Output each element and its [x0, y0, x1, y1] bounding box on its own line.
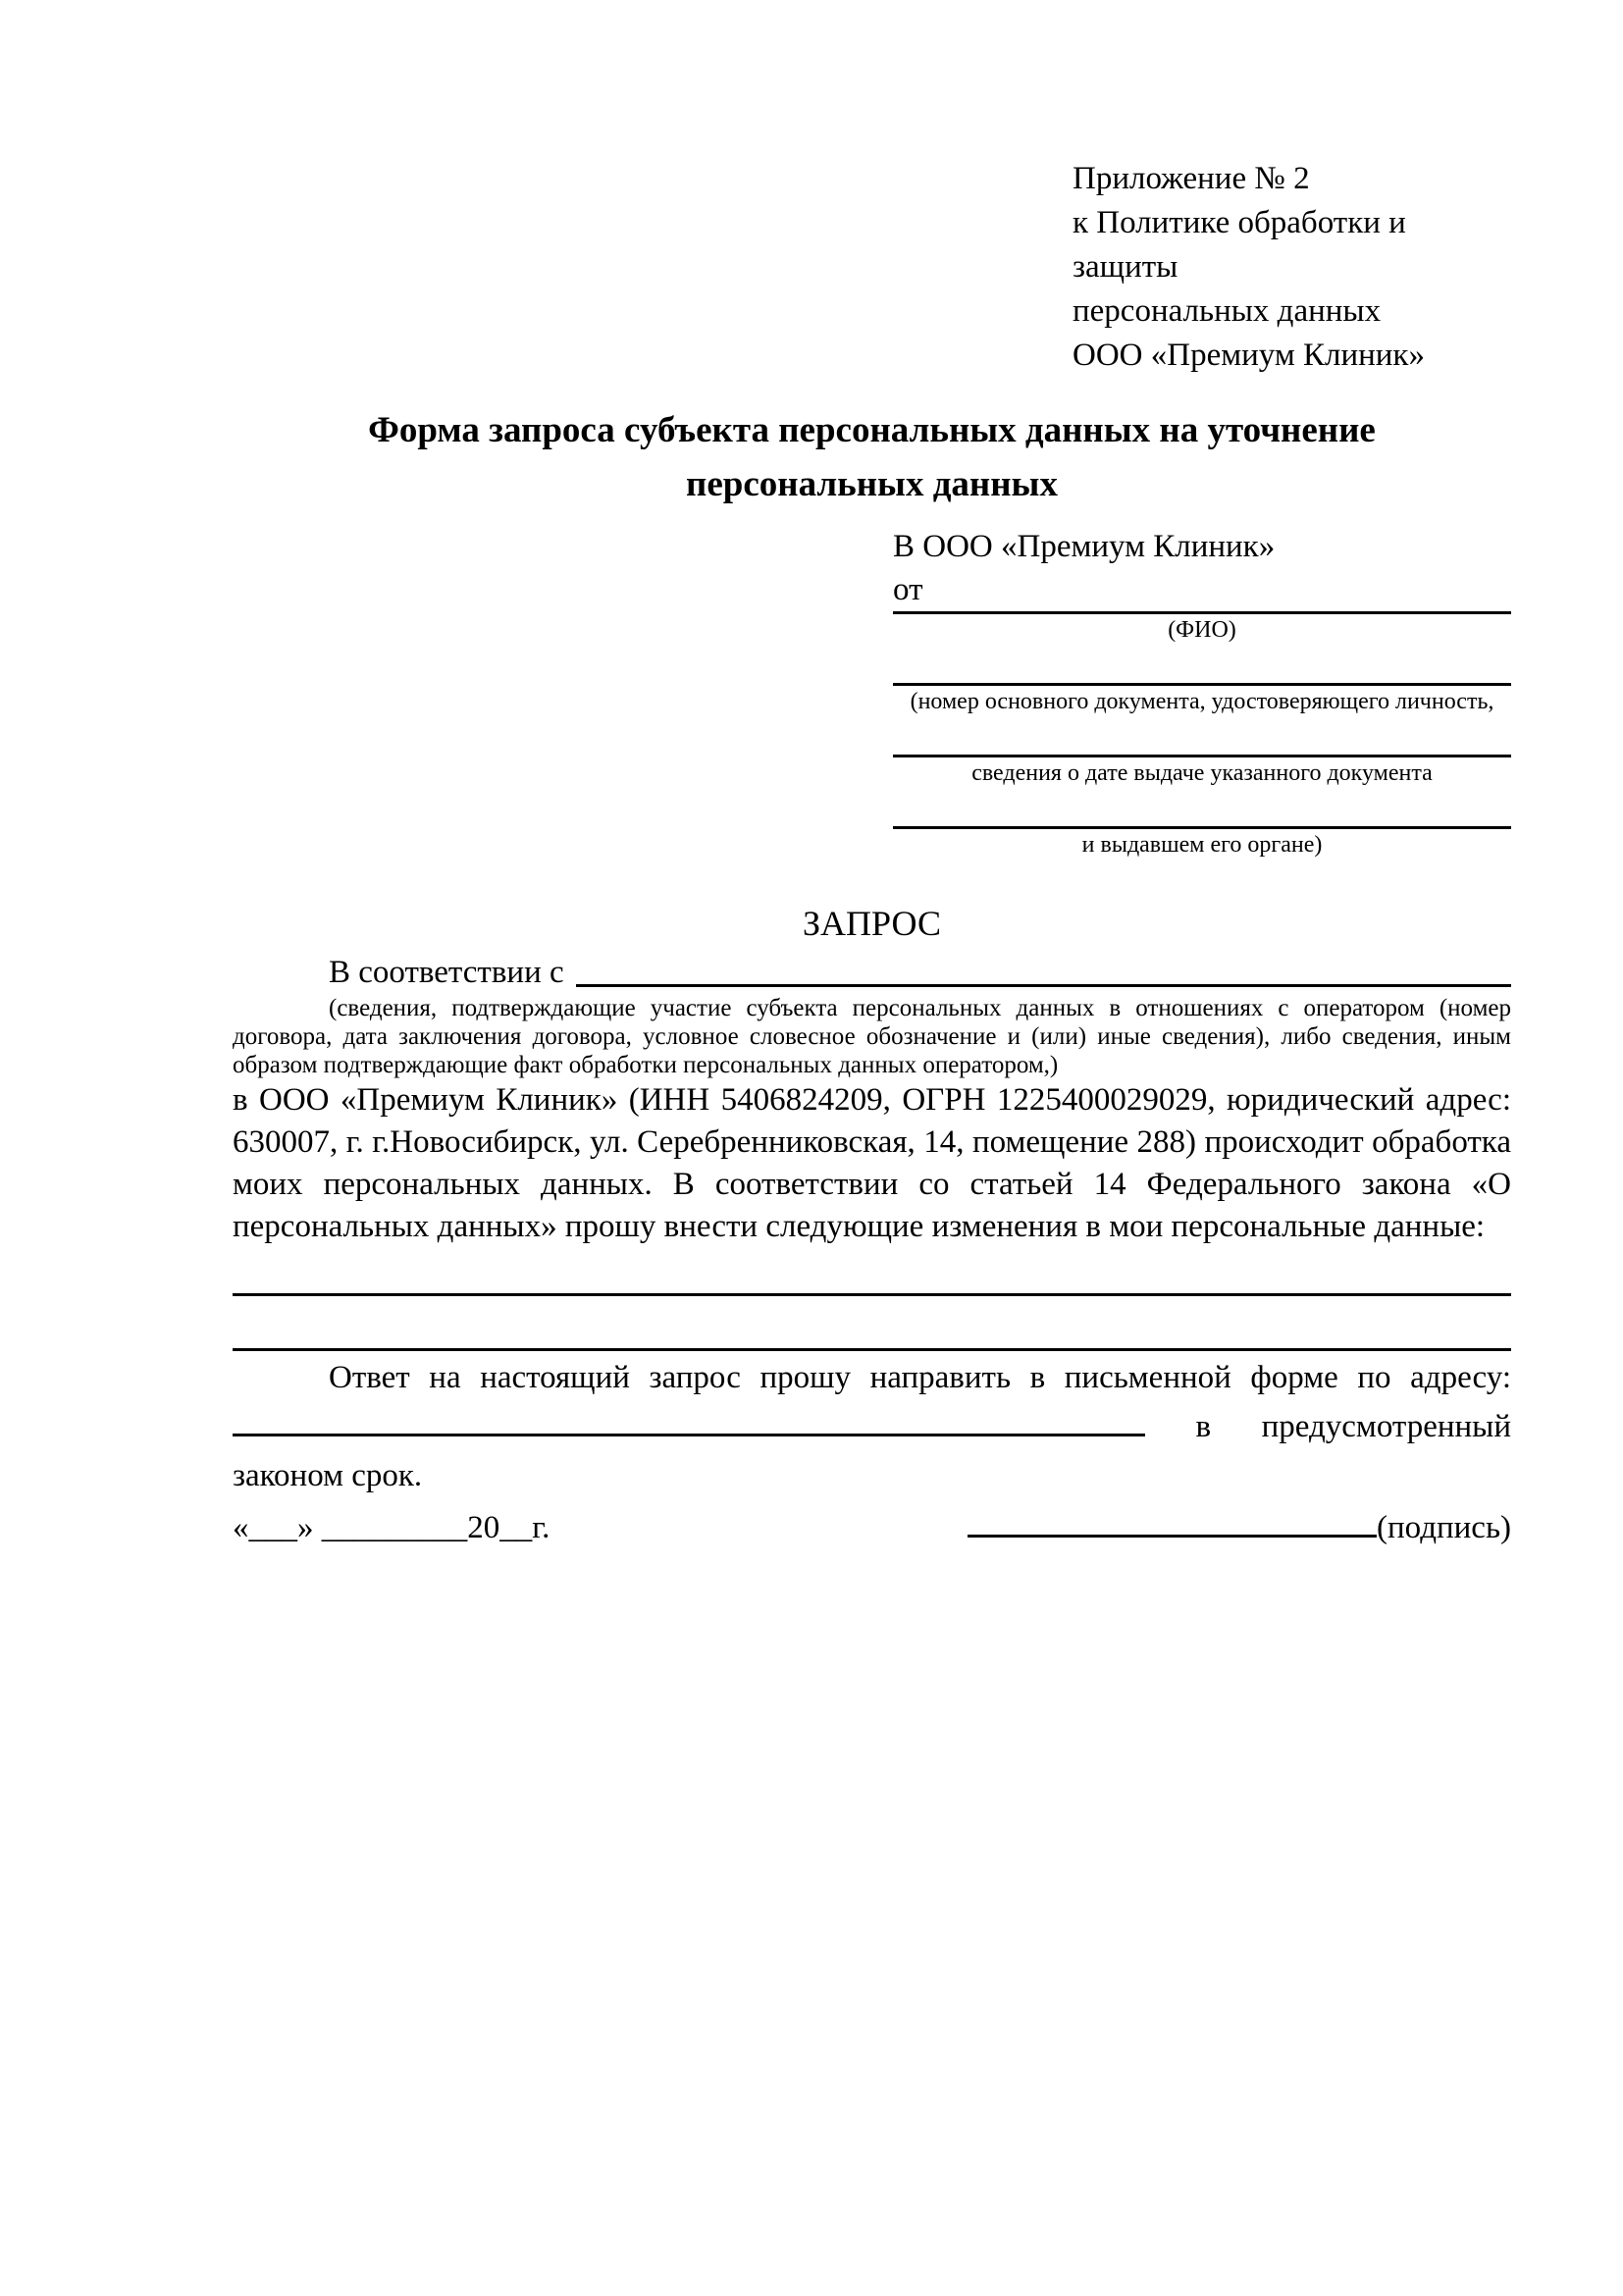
issuing-authority-field-line — [893, 826, 1511, 829]
basis-row — [233, 951, 1511, 994]
date-signature-row — [233, 1506, 1511, 1549]
page-title-line-2: персональных данных — [686, 464, 1058, 504]
signature-caption: (подпись) — [1377, 1510, 1511, 1545]
appendix-line: персональных данных — [1073, 293, 1382, 329]
signature-field-line — [968, 1527, 1377, 1538]
addressee-block — [893, 525, 1511, 859]
basis-label: В соответствии с — [329, 955, 564, 990]
changes-field-line-1 — [233, 1293, 1511, 1296]
date-blank: «___» _________20__г. — [233, 1510, 550, 1545]
request-body-paragraph: в ООО «Премиум Клиник» (ИНН 5406824209, ОГРН 1225400029029, юридический адрес: 630007, г. г.Новосибирск, ул. Серебренниковская, 14, помещение 288) происходит обработка моих персональных данных. В соответствии со статьей 14 Федерального закона «О персональных данных» прошу внести следующие изменения в мои персональные данные: — [233, 1082, 1511, 1244]
appendix-line: Приложение № 2 — [1073, 161, 1310, 196]
reply-text: Ответ на настоящий запрос прошу направить в письменной форме по адресу: — [329, 1360, 1511, 1395]
basis-footnote: (сведения, подтверждающие участие субъекта персональных данных в отношениях с оператором (номер договора, дата заключения договора, условное словесное обозначение и (или) иные сведения), либо сведения, иным образом подтверждающие факт обработки персональных данных оператором,) — [233, 995, 1511, 1078]
appendix-line: к Политике обработки и защиты — [1073, 205, 1406, 285]
reply-word: в — [1195, 1409, 1212, 1444]
request-heading: ЗАПРОС — [803, 904, 941, 943]
issuing-authority-field-caption: и выдавшем его органе) — [1081, 832, 1323, 858]
page-title-line-1: Форма запроса субъекта персональных данных на уточнение — [368, 410, 1376, 450]
address-field-line — [233, 1426, 1145, 1436]
basis-field-line — [576, 951, 1511, 987]
appendix-line: ООО «Премиум Клиник» — [1073, 338, 1425, 373]
addressee-to: В ООО «Премиум Клиник» — [893, 529, 1276, 564]
page-title — [233, 403, 1511, 511]
issue-date-field-line — [893, 755, 1511, 757]
document-number-field-line — [893, 683, 1511, 686]
addressee-from-label: от — [893, 572, 923, 607]
changes-field-line-2 — [233, 1348, 1511, 1351]
issue-date-field-caption: сведения о дате выдаче указанного документа — [971, 760, 1433, 786]
document-number-field-caption: (номер основного документа, удостоверяющего личность, — [910, 689, 1494, 714]
appendix-block — [1073, 157, 1511, 378]
reply-paragraph — [233, 1353, 1511, 1500]
reply-word: предусмотренный — [1261, 1409, 1512, 1444]
fio-field-caption: (ФИО) — [1168, 617, 1236, 643]
reply-text-end: законом срок. — [233, 1458, 423, 1493]
fio-field-line — [893, 611, 1511, 614]
signature-block — [968, 1506, 1511, 1549]
